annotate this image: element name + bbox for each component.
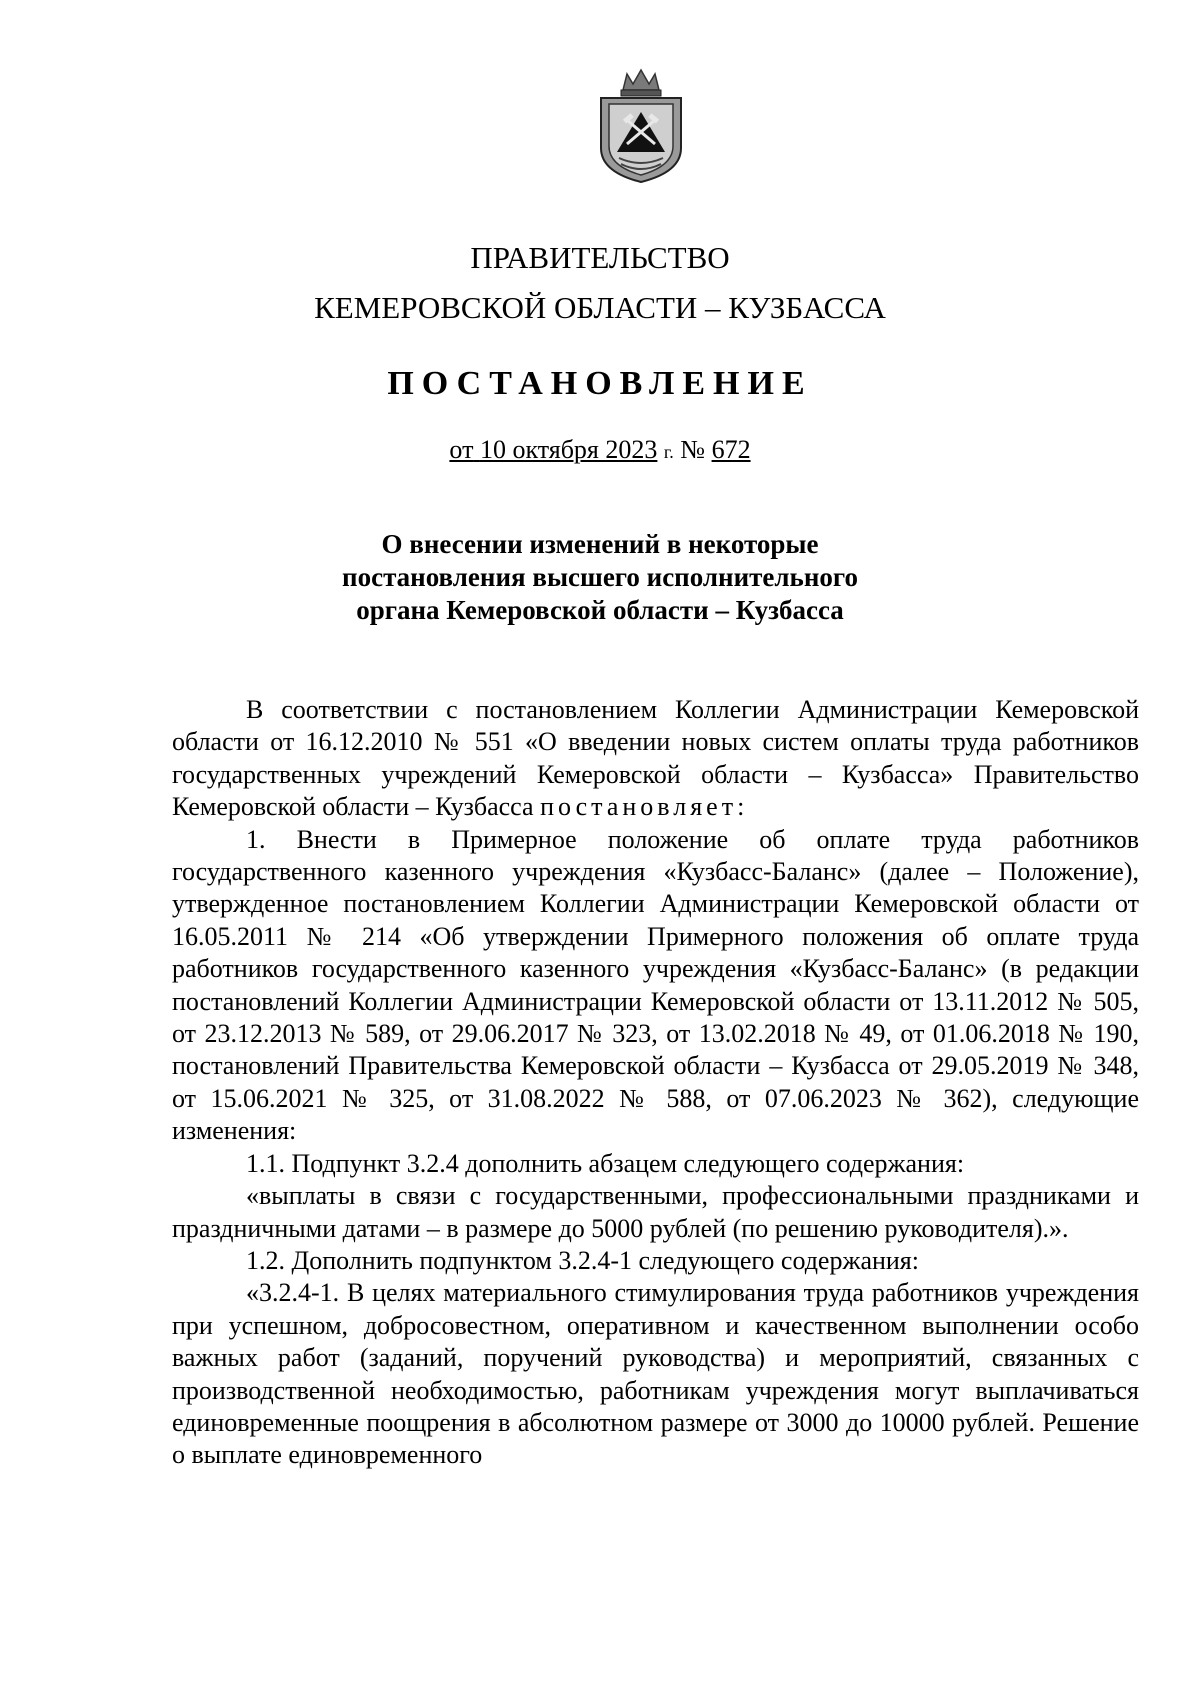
coat-of-arms-icon <box>593 68 689 184</box>
title-line-2: постановления высшего исполнительного <box>342 562 858 592</box>
title-line-3: органа Кемеровской области – Кузбасса <box>356 595 844 625</box>
organization-line-2: КЕМЕРОВСКОЙ ОБЛАСТИ – КУЗБАССА <box>314 290 886 325</box>
document-body <box>172 694 1139 1472</box>
document-number: 672 <box>711 435 751 464</box>
document-date-number <box>0 433 1200 469</box>
resolves-word: постановляет: <box>540 792 749 822</box>
paragraph-preamble <box>172 694 1139 824</box>
document-type: ПОСТАНОВЛЕНИЕ <box>387 365 813 402</box>
paragraph-item-1-1-text: «выплаты в связи с государственными, профессиональными праздниками и праздничными датами – в размере до 5000 рублей (по решению руководителя).». <box>172 1181 1139 1243</box>
paragraph-item-1-2: 1.2. Дополнить подпунктом 3.2.4-1 следующего содержания: <box>246 1245 919 1275</box>
document-title <box>0 528 1200 627</box>
paragraph-item-1-1: 1.1. Подпункт 3.2.4 дополнить абзацем следующего содержания: <box>246 1148 965 1178</box>
year-suffix: г. <box>663 442 674 462</box>
preamble-text: В соответствии с постановлением Коллегии Администрации Кемеровской области от 16.12.2010 № 551 «О введении новых систем оплаты труда работников государственных учреждений Кемеровской области – Кузбасса» Правительство Кемеровской области – Кузбасса <box>172 695 1139 822</box>
organization-line-1: ПРАВИТЕЛЬСТВО <box>470 240 730 275</box>
date-prefix: от <box>449 435 474 464</box>
organization-name <box>0 233 1200 333</box>
date-value: 10 октября 2023 <box>479 435 658 464</box>
number-sign: № <box>680 435 706 464</box>
title-line-1: О внесении изменений в некоторые <box>381 529 819 559</box>
paragraph-item-1-2-text: «3.2.4-1. В целях материального стимулирования труда работников учреждения при успешном, добросовестном, оперативном и качественном выполнении особо важных работ (заданий, поручений руководства) и мероприятий, связанных с производственной необходимостью, работникам учреждения могут выплачиваться единовременные поощрения в абсолютном размере от 3000 до 10000 рублей. Решение о выплате единовременного <box>172 1278 1139 1470</box>
paragraph-item-1: 1. Внести в Примерное положение об оплате труда работников государственного казенного учреждения «Кузбасс-Баланс» (далее – Положение), утвержденное постановлением Коллегии Администрации Кемеровской области от 16.05.2011 № 214 «Об утверждении Примерного положения об оплате труда работников государственного казенного учреждения «Кузбасс-Баланс» (в редакции постановлений Коллегии Администрации Кемеровской области от 13.11.2012 № 505, от 23.12.2013 № 589, от 29.06.2017 № 323, от 13.02.2018 № 49, от 01.06.2018 № 190, постановлений Правительства Кемеровской области – Кузбасса от 29.05.2019 № 348, от 15.06.2021 № 325, от 31.08.2022 № 588, от 07.06.2023 № 362), следующие изменения: <box>172 824 1139 1146</box>
